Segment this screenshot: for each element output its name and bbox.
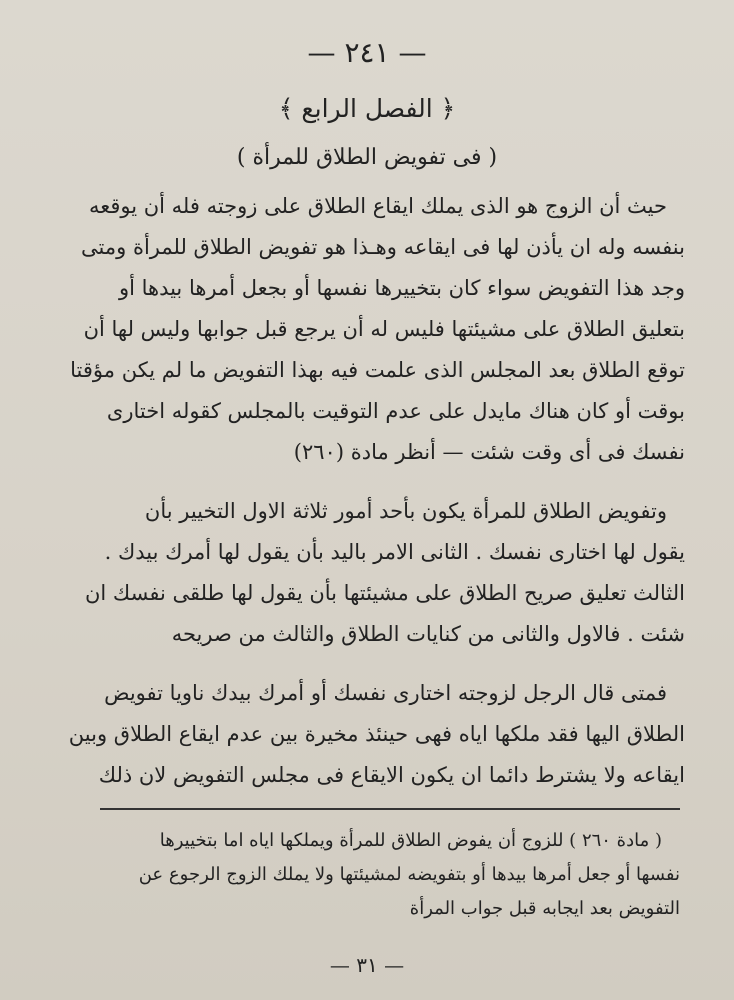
- text-line: بنفسه وله ان يأذن لها فى ايقاعه وهـذا هو تفويض الطلاق للمرأة ومتى: [81, 235, 685, 259]
- text-line: الثالث تعليق صريح الطلاق على مشيئتها بأن يقول لها طلقى نفسك ان: [84, 581, 685, 605]
- paragraph-2: [84, 491, 685, 655]
- text-line: وتفويض الطلاق للمرأة يكون بأحد أمور ثلاثة الاول التخيير بأن: [144, 499, 667, 523]
- text-line: شئت . فالاول والثانى من كنايات الطلاق والثالث من صريحه: [171, 622, 685, 646]
- footnote: [80, 824, 680, 926]
- paragraph-1: [70, 186, 685, 473]
- chapter-subtitle: ( فى تفويض الطلاق للمرأة ): [236, 145, 498, 170]
- text-line: توقع الطلاق بعد المجلس الذى علمت فيه بهذا التفويض ما لم يكن مؤقتا: [70, 358, 685, 382]
- text-line: بوقت أو كان هناك مايدل على عدم التوقيت بالمجلس كقوله اختارى: [106, 399, 685, 423]
- page-number: — ٢٤١ —: [307, 36, 427, 69]
- footnote-divider: [100, 808, 680, 810]
- footnote-line: ( مادة ٢٦٠ ) للزوج أن يفوض الطلاق للمرأة ويملكها اياه اما بتخييرها: [159, 830, 662, 851]
- text-line: بتعليق الطلاق على مشيئتها فليس له أن يرجع قبل جوابها وليس لها أن: [83, 317, 685, 341]
- text-line: نفسك فى أى وقت شئت — أنظر مادة (٢٦٠): [293, 440, 685, 464]
- footnote-line: نفسها أو جعل أمرها بيدها أو بتفويضه لمشيئتها ولا يملك الزوج الرجوع عن: [138, 864, 680, 885]
- text-line: وجد هذا التفويض سواء كان بتخييرها نفسها أو بجعل أمرها بيدها أو: [118, 276, 685, 300]
- paragraph-3: [68, 673, 685, 796]
- chapter-title: ﴿ الفصل الرابع ﴾: [278, 94, 456, 123]
- main-text: [68, 186, 685, 796]
- footnote-line: التفويض بعد ايجابه قبل جواب المرأة: [409, 898, 680, 919]
- text-line: ايقاعه ولا يشترط دائما ان يكون الايقاع فى مجلس التفويض لان ذلك: [98, 763, 685, 787]
- text-line: الطلاق اليها فقد ملكها اياه فهى حينئذ مخيرة بين عدم ايقاع الطلاق وبين: [68, 722, 685, 746]
- footer-page-number: — ٣١ —: [329, 953, 405, 977]
- text-line: حيث أن الزوج هو الذى يملك ايقاع الطلاق على زوجته فله أن يوقعه: [88, 194, 667, 218]
- text-line: يقول لها اختارى نفسك . الثانى الامر باليد بأن يقول لها أمرك بيدك .: [104, 540, 685, 564]
- text-line: فمتى قال الرجل لزوجته اختارى نفسك أو أمرك بيدك ناويا تفويض: [104, 681, 667, 705]
